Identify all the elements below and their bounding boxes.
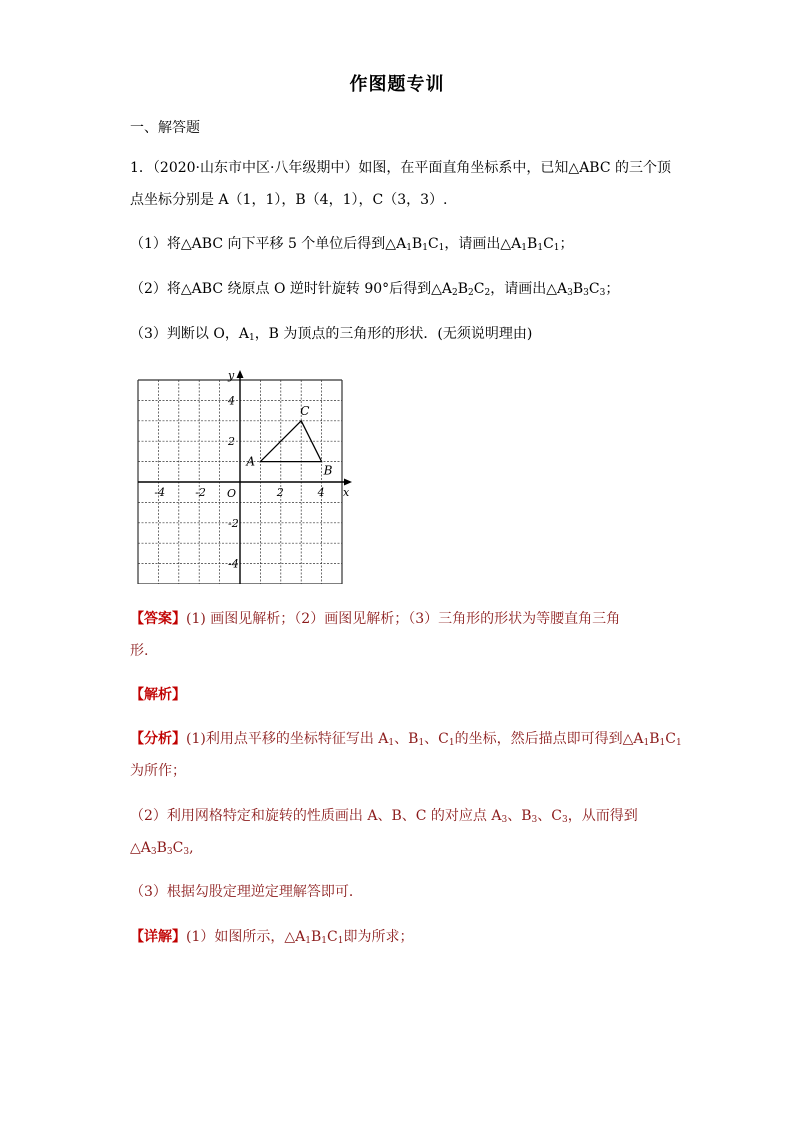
origin-label: O — [227, 487, 237, 500]
x-axis-arrow-icon — [344, 479, 352, 486]
detail-line: 【详解】(1）如图所示，$\triangle A_1B_1C_1$即为所求； — [130, 929, 414, 946]
step3: （3）根据勾股定理逆定理解答即可． — [130, 884, 363, 900]
answer-tag: 【答案】 — [130, 611, 186, 627]
question-text-line1: 1．（2020·山东市中区·八年级期中）如图，在平面直角坐标系中，已知△ABC 的三个顶 — [130, 160, 672, 176]
point-label-a: A — [246, 454, 256, 469]
answer-line1: 【答案】(1) 画图见解析；（2）画图见解析；（3）三角形的形状为等腰直角三角 — [130, 611, 621, 627]
point-label-c: C — [300, 403, 310, 418]
y-tick-label: -2 — [228, 516, 239, 530]
page-title: 作图题专训 — [349, 74, 445, 95]
triangle-abc — [245, 404, 332, 478]
triangle-outline — [260, 421, 321, 462]
point-label-b: B — [323, 463, 333, 478]
answer-line2: 形. — [130, 643, 149, 659]
y-tick-label: 2 — [228, 435, 235, 449]
analysis-line1: 【分析】(1)利用点平移的坐标特征写出 $A_1$、$B_1$、$C_1$的坐标，然后描点即可得到$\triangle A_1B_1C_1$ — [130, 731, 682, 748]
y-axis-label: y — [228, 370, 235, 382]
analysis-line2: 为所作； — [130, 763, 186, 779]
step2-line2: $\triangle A_3B_3C_3$, — [130, 840, 194, 857]
x-tick-label: 2 — [276, 486, 284, 499]
x-tick-label: -4 — [154, 486, 166, 499]
subquestion-1: （1）将△ABC 向下平移 5 个单位后得到$\triangle A_1B_1C_1$，请画出$\triangle A_1B_1C_1$； — [130, 236, 574, 253]
x-axis-label: x — [343, 486, 350, 499]
axes — [138, 370, 352, 584]
y-tick-label: 4 — [228, 394, 235, 408]
x-tick-label: -2 — [195, 486, 206, 499]
section-heading: 一、解答题 — [130, 120, 200, 136]
y-axis-arrow-icon — [237, 370, 244, 378]
analysis-tag: 【解析】 — [130, 687, 186, 703]
subquestion-2: （2）将△ABC 绕原点 O 逆时针旋转 90°后得到$\triangle A_2B_2C_2$，请画出$\triangle A_3B_3C_3$； — [130, 281, 620, 298]
x-tick-label: 4 — [317, 486, 325, 499]
y-tick-label: -4 — [228, 557, 239, 571]
coordinate-grid-chart — [130, 370, 360, 584]
step2-line1: （2）利用网格特定和旋转的性质画出 A、B、C 的对应点 $A_3$、$B_3$、$C_3$，从而得到 — [130, 808, 638, 825]
question-text-line2: 点坐标分别是 A（1，1），B（4，1），C（3，3）. — [130, 192, 448, 208]
subquestion-3: （3）判断以 O，$A_1$，B 为顶点的三角形的形状．(无须说明理由) — [130, 326, 533, 343]
